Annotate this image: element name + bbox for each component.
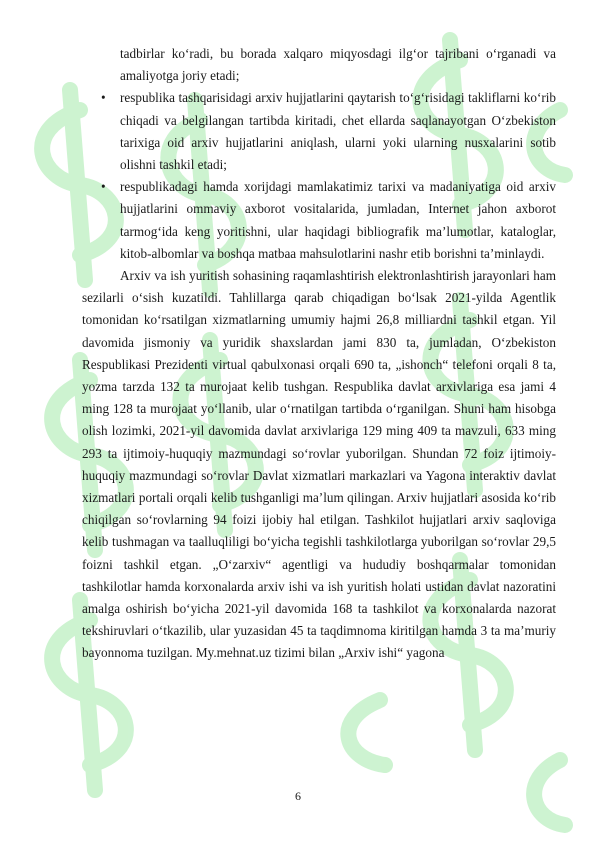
continuation-text: tadbirlar koʻradi, bu borada xalqaro miqyosdagi ilgʻor tajribani oʻrganadi va amaliyotga joriy etadi;	[120, 46, 556, 84]
list-item	[82, 176, 556, 265]
list-item	[82, 87, 556, 176]
page-number: 6	[295, 789, 301, 803]
bullet-icon: •	[101, 179, 106, 195]
list-item-text: respublika tashqarisidagi arxiv hujjatlarini qaytarish toʻgʻrisidagi takliflarni koʻrib chiqadi va belgilangan tartibda kiritadi, chet ellarda saqlanayotgan Oʻzbekiston tarixiga oid arxiv hujjatlarini aniqlash, ularni yoki ularning nusxalarini sotib olishni tashkil etadi;	[120, 90, 556, 173]
bullet-list	[82, 87, 556, 265]
document-body	[82, 43, 556, 665]
bullet-icon: •	[101, 90, 106, 106]
body-paragraph: Arxiv va ish yuritish sohasining raqamlashtirish elektronlashtirish jarayonlari ham sezilarli oʻsish kuzatildi. Tahlillarga qarab chiqadigan boʻlsak 2021-yilda Agentlik tomonidan koʻrsatilgan xizmatlarning umumiy hajmi 26,8 milliardni tashkil etgan. Yil davomida jismoniy va yuridik shaxslardan jami 830 ta, jumladan, Oʻzbekiston Respublikasi Prezidenti virtual qabulxonasi orqali 690 ta, „ishonch“ telefoni orqali 8 ta, yozma tarzda 132 ta murojaat kelib tushgan. Respublika davlat arxivlariga esa jami 4 ming 128 ta murojaat yoʻllanib, ular oʻrnatilgan tartibda oʻrganilgan. Shuni ham hisobga olish lozimki, 2021-yil davomida davlat arxivlariga 129 ming 409 ta mavzuli, 633 ming 293 ta ijtimoiy-huquqiy mazmundagi soʻrovlar yuborilgan. Shundan 72 foiz ijtimoiy-huquqiy mazmundagi soʻrovlar Davlat xizmatlari markazlari va Yagona interaktiv davlat xizmatlari portali orqali kelib tushganligi maʼlum qilingan. Arxiv hujjatlari asosida koʻrib chiqilgan soʻrovlarning 94 foizi ijobiy hal etilgan. Tashkilot hujjatlari arxiv saqloviga kelib tushmagan va taalluqliligi boʻyicha tegishli tashkilotlarga yuborilgan soʻrovlar 29,5 foizni tashkil etgan. „Oʻzarxiv“ agentligi va hududiy boshqarmalar tomonidan tashkilotlar hamda korxonalarda arxiv ishi va ish yuritish holati ustidan davlat nazoratini amalga oshirish boʻyicha 2021-yil davomida 168 ta tashkilot va korxonalarda nazorat tekshiruvlari oʻtkazilib, ular yuzasidan 45 ta taqdimnoma kiritilgan hamda 3 ta maʼmuriy bayonnoma tuzilgan. My.mehnat.uz tizimi bilan „Arxiv ishi“ yagona	[82, 268, 556, 661]
list-item-text: respublikadagi hamda xorijdagi mamlakatimiz tarixi va madaniyatiga oid arxiv hujjatlarini ommaviy axborot vositalarida, jumladan, Internet jahon axborot tarmogʻida keng yoritishni, ular haqidagi bibliografik maʼlumotlar, kataloglar, kitob-albomlar va boshqa matbaa mahsulotlarini nashr etib borishni taʼminlaydi.	[120, 179, 556, 261]
